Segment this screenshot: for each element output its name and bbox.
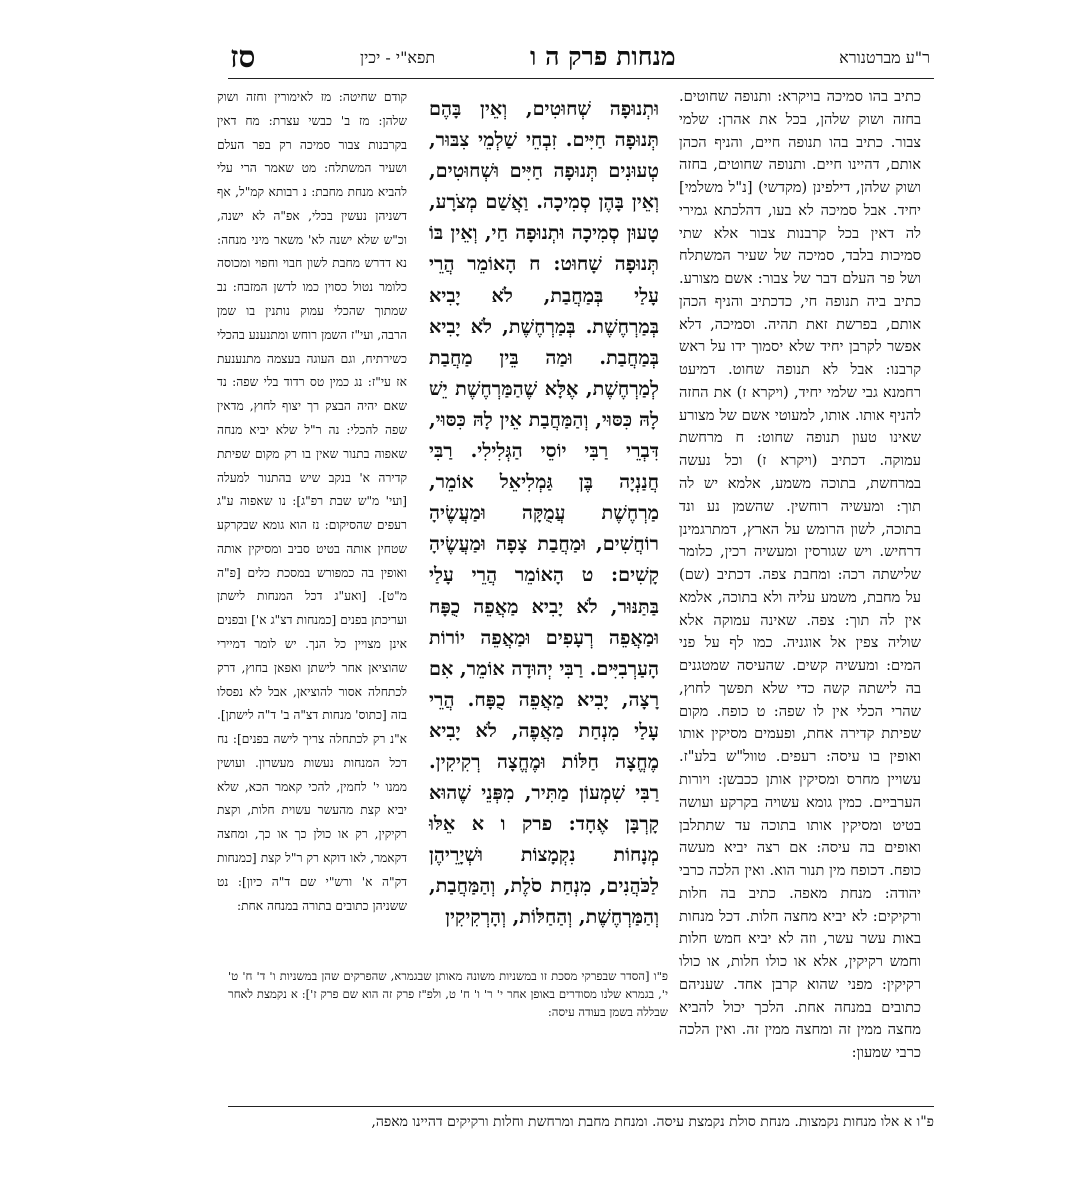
page-header: [230, 40, 930, 80]
bartenura-text: כתיב בהו סמיכה בויקרא: ותנופה שחוטים. בחזה ושוק שלהן, בכל את אהרן: שלמי צבור. כתיב בהו תנופה חיים, והניף הכהן אותם, דהיינו חיים. ותנופה שחוטים, בחזה ושוק שלהן, דילפינן (מקדשי) [נ"ל משלמי] יחיד. אבל סמיכה לא בעו, דהלכתא גמירי לה דאין בכל קרבנות צבור אלא שתי סמיכות בלבד, סמיכה של שעיר המשתלח ושל פר העלם דבר של צבור: אשם מצורע. כתיב ביה תנופה חי, כדכתיב והניף הכהן אותם, בפרשת זאת תהיה. וסמיכה, דלא אפשר לקרבן יחיד שלא יסמוך ידו על ראש קרבנו: אבל לא תנופה שחוט. דמיעט רחמנא גבי שלמי יחיד, (ויקרא ז) את החזה להניף אותו. אותו, למעוטי אשם של מצורע שאינו טעון תנופה שחוט: ח מרחשת עמוקה. דכתיב (ויקרא ז) וכל נעשה במרחשת, בתוכה משמע, אלמא יש לה תוך: ומעשיה רוחשין. שהשמן נע ונד בתוכה, לשון הרומש על הארץ, דמתרגמינן דרחיש. ויש שגורסין ומעשיה רכין, כלומר שלישתה רכה: ומחבת צפה. דכתיב (שם) על מחבת, משמע עליה ולא בתוכה, אלמא אין לה תוך: צפה. שאינה עמוקה אלא שוליה צפין אל אוגניה. כמו לף על פני המים: ומעשיה קשים. שהעיסה שמטגנים בה לישתה קשה כדי שלא תפשך לחוץ, שהרי הכלי אין לו שפה: ט כופח. מקום שפיתת קדירה אחת, ופעמים מסיקין אותו ואופין בו עיסה: רעפים. טוול"ש בלע"ז. עשויין מחרס ומסיקין אותן ככבשן: ויורות הערביים. כמין גומא עשויה בקרקע ועושה בטיט ומסיקין אותו בתוכה עד שתתלבן ואופים בה עיסה: אם רצה יביא מעשה כופח. דכופח מין תנור הוא. ואין הלכה כרבי יהודה: מנחת מאפה. כתיב בה חלות ורקיקים: לא יביא מחצה חלות. דכל מנחות באות עשר עשר, וזה לא יביא חמש חלות וחמש רקיקין, אלא או כולו חלות, או כולו רקיקין: מפני שהוא קרבן אחד. שעניהם כתובים במנחה אחת. הלכך יכול להביא מחצה ממין זה ומחצה ממין זה. ואין הלכה כרבי שמעון:: [679, 88, 921, 1062]
bartenura-commentary-column: [679, 86, 921, 1086]
mishnah-text: וּתְנוּפָה שְׁחוּטִים, וְאֵין בָּהֶם תְּנוּפָה חַיִּים. זִבְחֵי שַׁלְמֵי צִבּוּר, טְעוּנִים תְּנוּפָה חַיִּים וּשְׁחוּטִים, וְאֵין בָּהֶן סְמִיכָה. וַאֲשַׁם מְצֹרָע, טָעוּן סְמִיכָה וּתְנוּפָה חַי, וְאֵין בּוֹ תְּנוּפָה שָׁחוּט: ח הָאוֹמֵר הֲרֵי עָלַי בְּמַחֲבַת, לֹא יָבִיא בְּמַרְחֶשֶׁת. בְּמַרְחֶשֶׁת, לֹא יָבִיא בְּמַחֲבַת. וּמַה בֵּין מַחֲבַת לְמַרְחֶשֶׁת, אֶלָּא שֶׁהַמַּרְחֶשֶׁת יֵשׁ לָהּ כִּסּוּי, וְהַמַּחֲבַת אֵין לָהּ כִּסּוּי, דִּבְרֵי רַבִּי יוֹסֵי הַגְּלִילִי. רַבִּי חֲנַנְיָה בֶּן גַּמְלִיאֵל אוֹמֵר, מַרְחֶשֶׁת עֲמֻקָּה וּמַעֲשֶׂיהָ רוֹחֲשִׁים, וּמַחֲבַת צָפָה וּמַעֲשֶׂיהָ קָשִׁים: ט הָאוֹמֵר הֲרֵי עָלַי בַּתַּנּוּר, לֹא יָבִיא מַאֲפֵה כֻפָּח וּמַאֲפֵה רְעָפִים וּמַאֲפֵה יוֹרוֹת הָעַרְבִיִּים. רַבִּי יְהוּדָה אוֹמֵר, אִם רָצָה, יָבִיא מַאֲפֵה כֻפָּח. הֲרֵי עָלַי מִנְחַת מַאֲפֶה, לֹא יָבִיא מֶחֱצָה חַלּוֹת וּמֶחֱצָה רְקִיקִין. רַבִּי שִׁמְעוֹן מַתִּיר, מִפְּנֵי שֶׁהוּא קָרְבָּן אֶחָד: פרק ו א אֵלּוּ מְנָחוֹת נִקְמָצוֹת וּשְׁיָרֵיהֶן לַכֹּהֲנִים, מִנְחַת סֹלֶת, וְהַמַּחֲבַת, וְהַמַּרְחֶשֶׁת, וְהַחַלּוֹת, וְהָרְקִיקִין: [429, 97, 659, 929]
chapter-note-block: [228, 968, 668, 1022]
header-secondary-commentary: תפא"י - יכין: [360, 48, 436, 67]
bottom-rule: [228, 1106, 934, 1107]
header-rule: [228, 78, 934, 79]
mishnah-text-column: [429, 93, 659, 929]
tiferet-yisrael-commentary-column: [217, 86, 407, 966]
tractate-chapter-title: מנחות פרק ה ו: [530, 42, 676, 71]
page-number: סז: [230, 40, 256, 75]
yachin-text: קודם שחיטה: מז לאימורין וחזה ושוק שלהן: מז ב' כבשי עצרת: מח דאין בקרבנות צבור סמיכה רק בפר העלם ושעיר המשתלח: מט שאמר הרי עלי להביא מנחת מחבת: נ רבותא קמ"ל, אף דשניהן נעשין בכלי, אפ"ה לא ישנה, וכ"ש שלא ישנה לא' משאר מיני מנחה: נא דדרש מחבת לשון חבוי וחפוי ומכוסה כלומר נטול כסוין כמו לדשן המזבח: נב שמתוך שהכלי עמוק נותנין בו שמן הרבה, ועי"ז השמן רוחש ומתנענע בהכלי כשירתיח, וגם העוגה בעצמה מתנענעת אז עי"ז: נג כמין טס רדוד בלי שפה: נד שאם יהיה הבצק רך יצוף לחוץ, מדאין שפה להכלי: נה ר"ל שלא יביא מנחה שאפוה בתנור שאין בו רק מקום שפיתת קדירה א' בנקב שיש בהתנור למעלה [ועי' מ"ש שבת רפ"ג]: נו שאפוה ע"ג רעפים שהסיקום: נז הוא גומא שבקרקע שטחין אותה בטיט סביב ומסיקין אותה ואופין בה כמפורש במסכת כלים [פ"ה מ"ט]. [ואע"ג דכל המנחות לישתן ועריכתן בפנים [כמנחות דצ"ג א'] ובפנים אינן מצויין כל הנך. יש לומר דמיירי שהוציאן אחר לישתן ואפאן בחוץ, דרק לכתחלה אסור להוציאן, אבל לא נפסלו בזה [כתוס' מנחות דצ"ה ב' ד"ה לישתן]. א"נ רק לכתחלה צריך לישה בפנים]: נח דכל המנחות נעשות מעשרון. ועושין ממנו י' לחמין, להכי קאמר הכא, שלא יביא קצת מהעשר עשוית חלות, וקצת רקיקין, רק או כולן כך או כך, ומחצה דקאמר, לאו דוקא רק ר"ל קצת [כמנחות דק"ה א' ורש"י שם ד"ה כיון]: נט ששניהן כתובים בתורה במנחה אחת:: [217, 90, 407, 913]
header-commentator: ר"ע מברטנורא: [839, 48, 930, 67]
footer-commentary-line: [228, 1112, 934, 1133]
chapter-note-text: פ"ו [הסדר שבפרקי מסכת זו במשניות משונה מאותן שבגמרא, שהפרקים שהן במשניות ו' ד' ח' ט' י', בגמרא שלנו מסודרים באופן אחר י' ר' ו' ח' ט, ולפ"ז פרק זה הוא שם פרק ז']: א נקמצת לאחר שבללה בשמן בעודה עיסה:: [228, 969, 668, 1019]
footer-commentary-text: פ"ו א אלו מנחות נקמצות. מנחת סולת נקמצת עיסה. ומנחת מחבת ומרחשת וחלות ורקיקים דהיינו מאפה,: [371, 1114, 934, 1130]
